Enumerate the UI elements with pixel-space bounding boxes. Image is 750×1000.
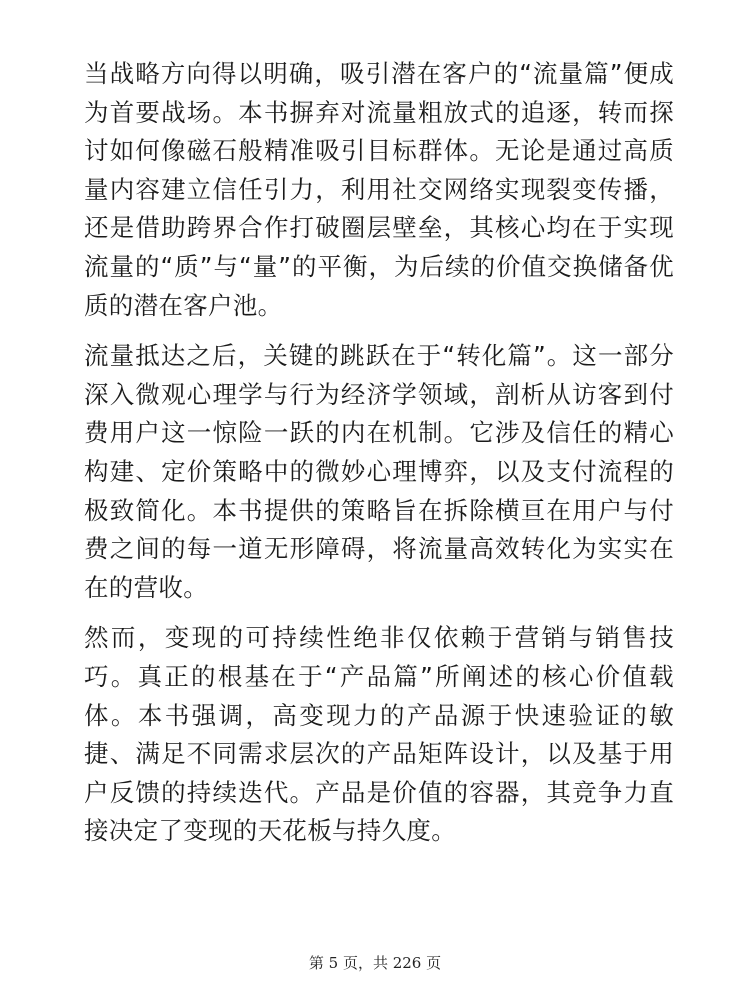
page-number-footer: 第 5 页，共 226 页 xyxy=(308,954,442,972)
body-text xyxy=(84,55,674,863)
paragraph-traffic: 当战略方向得以明确，吸引潜在客户的“流量篇”便成为首要战场。本书摒弃对流量粗放式的追逐，转而探讨如何像磁石般精准吸引目标群体。无论是通过高质量内容建立信任引力，利用社交网络实现裂变传播，还是借助跨界合作打破圈层壁垒，其核心均在于实现流量的“质”与“量”的平衡，为后续的价值交换储备优质的潜在客户池。 xyxy=(84,59,674,320)
paragraph-product: 然而，变现的可持续性绝非仅依赖于营销与销售技巧。真正的根基在于“产品篇”所阐述的核心价值载体。本书强调，高变现力的产品源于快速验证的敏捷、满足不同需求层次的产品矩阵设计，以及基于用户反馈的持续迭代。产品是价值的容器，其竞争力直接决定了变现的天花板与持久度。 xyxy=(84,623,674,846)
paragraph-conversion: 流量抵达之后，关键的跳跃在于“转化篇”。这一部分深入微观心理学与行为经济学领域，剖析从访客到付费用户这一惊险一跃的内在机制。它涉及信任的精心构建、定价策略中的微妙心理博弈，以及支付流程的极致简化。本书提供的策略旨在拆除横亘在用户与付费之间的每一道无形障碍，将流量高效转化为实实在在的营收。 xyxy=(84,341,674,602)
